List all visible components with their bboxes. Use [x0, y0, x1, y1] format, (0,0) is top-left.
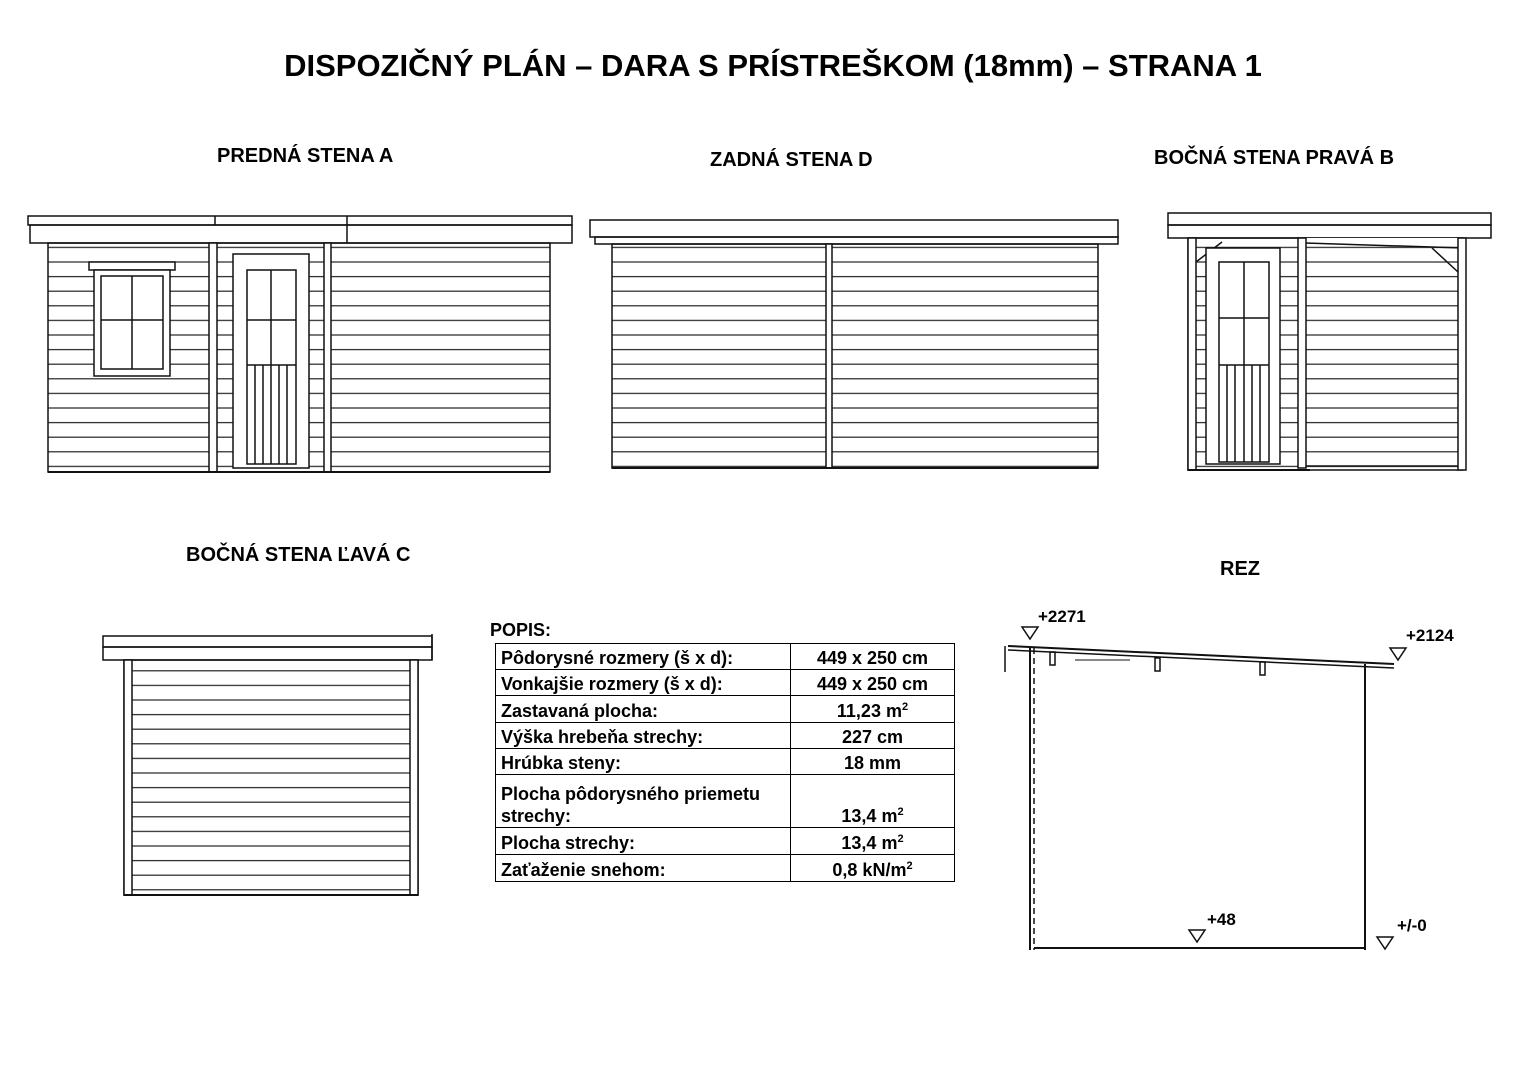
table-row [496, 828, 955, 855]
table-row [496, 670, 955, 696]
spec-key: Plocha pôdorysného priemetu strechy: [496, 775, 791, 828]
page-title: DISPOZIČNÝ PLÁN – DARA S PRÍSTREŠKOM (18mm) – STRANA 1 [284, 48, 1262, 83]
spec-key: Vonkajšie rozmery (š x d): [496, 670, 791, 696]
left-wall-drawing [103, 634, 432, 895]
spec-value: 227 cm [791, 723, 955, 749]
spec-value: 449 x 250 cm [791, 670, 955, 696]
level-top-right: +2124 [1406, 626, 1454, 645]
spec-key: Hrúbka steny: [496, 749, 791, 775]
right-wall-drawing [1168, 213, 1491, 470]
back-wall-label: ZADNÁ STENA D [710, 149, 873, 171]
front-wall-label: PREDNÁ STENA A [217, 145, 394, 167]
table-row [496, 855, 955, 882]
section-drawing [1005, 627, 1406, 950]
table-row [496, 775, 955, 828]
right-wall-label: BOČNÁ STENA PRAVÁ B [1154, 147, 1395, 169]
spec-key: Výška hrebeňa strechy: [496, 723, 791, 749]
specs-table [495, 643, 955, 882]
spec-value: 13,4 $m^2$ [791, 775, 955, 828]
spec-value: 0,8 $kN/m^2$ [791, 855, 955, 882]
section-label: REZ [1220, 558, 1260, 580]
table-row [496, 696, 955, 723]
spec-key: Zastavaná plocha: [496, 696, 791, 723]
spec-value: 13,4 $m^2$ [791, 828, 955, 855]
table-row [496, 749, 955, 775]
level-floor: +48 [1207, 910, 1236, 929]
level-top-left: +2271 [1038, 607, 1086, 626]
left-wall-label: BOČNÁ STENA ĽAVÁ C [186, 544, 411, 566]
spec-key: Plocha strechy: [496, 828, 791, 855]
spec-key: Pôdorysné rozmery (š x d): [496, 644, 791, 670]
spec-value: 11,23 $m^2$ [791, 696, 955, 723]
back-wall-drawing [590, 220, 1118, 468]
level-ground: +/-0 [1397, 916, 1427, 935]
spec-value: 18 mm [791, 749, 955, 775]
popis-label: POPIS: [490, 620, 552, 640]
spec-key: Zaťaženie snehom: [496, 855, 791, 882]
front-wall-drawing [28, 216, 572, 472]
table-row [496, 644, 955, 670]
spec-value: 449 x 250 cm [791, 644, 955, 670]
table-row [496, 723, 955, 749]
